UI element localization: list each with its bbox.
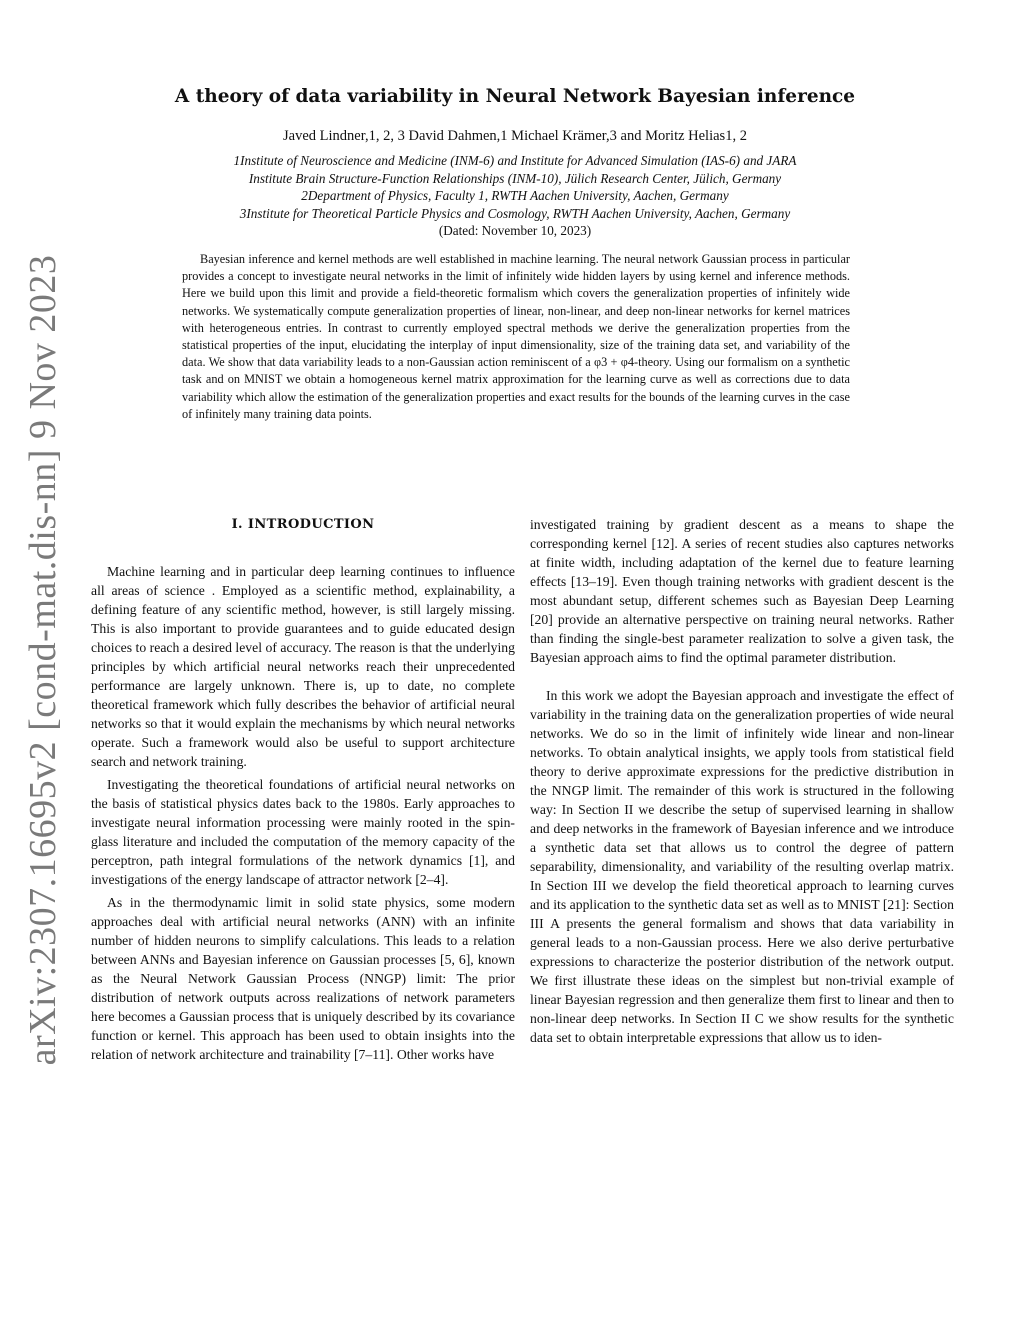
author-list: Javed Lindner,1, 2, 3 David Dahmen,1 Michael Krämer,3 and Moritz Helias1, 2 [283,128,747,144]
affiliation-line: 2Department of Physics, Faculty 1, RWTH Aachen University, Aachen, Germany [301,188,729,204]
arxiv-identifier-stamp [18,254,68,1066]
body-paragraph: Machine learning and in particular deep learning continues to influence all areas of science . Employed as a scientific method, explainability, a defining feature of any scientific method, however, is still largely missing. This is also important to provide guarantees and to guide educated design choices to reach a desired level of accuracy. The reason is that the underlying principles by which artificial neural networks reach their unprecedented performance are largely unknown. There is, up to date, no complete theoretical framework which fully describes the behavior of artificial neural networks so that it would explain the mechanisms by which neural networks operate. Such a framework would also be useful to support architecture search and network training. [91,564,515,769]
affiliation-line: Institute Brain Structure-Function Relationships (INM-10), Jülich Research Center, Jülich, Germany [248,170,782,186]
abstract: Bayesian inference and kernel methods are well established in machine learning. The neural network Gaussian process in particular provides a concept to investigate neural networks in the limit of infinitely wide hidden layers by using kernel and inference methods. Here we build upon this limit and provide a field-theoretic formalism which covers the generalization properties of infinitely wide networks. We systematically compute generalization properties of linear, non-linear, and deep non-linear networks for kernel matrices with heterogeneous entries. In contrast to currently employed spectral methods we derive the generalization properties from the statistical properties of the input, elucidating the interplay of input dimensionality, size of the training data set, and variability of the data. We show that data variability leads to a non-Gaussian action reminiscent of a φ3 + φ4-theory. Using our formalism on a synthetic task and on MNIST we obtain a homogeneous kernel matrix approximation for the learning curve as well as corrections due to data variability which allow the estimation of the generalization properties and exact results for the bounds of the learning curves in the case of infinitely many training data points. [182,252,850,421]
date-line: (Dated: November 10, 2023) [438,223,592,238]
body-paragraph: investigated training by gradient descent as a means to shape the corresponding kernel [12]. A series of recent studies also captures networks at finite width, including adaptation of the kernel due to feature learning effects [13–19]. Even though training networks with gradient descent is the most abundant setup, different schemes such as Bayesian Deep Learning [20] provide an alternative perspective on training neural networks. Rather than finding the single-best parameter realization to solve a given task, the Bayesian approach aims to find the optimal parameter distribution. [530,517,954,665]
arxiv-identifier-text: arXiv:2307.16695v2 [cond-mat.dis-nn] 9 Nov 2023 [22,254,64,1066]
paper-title: A theory of data variability in Neural Network Bayesian inference [174,86,856,107]
body-paragraph: In this work we adopt the Bayesian approach and investigate the effect of variability in the training data on the generalization properties of wide neural networks. We do so in the limit of infinitely wide linear and non-linear networks. To obtain analytical insights, we apply tools from statistical field theory to derive approximate expressions for the predictive distribution in the NNGP limit. The remainder of this work is structured in the following way: In Section II we describe the setup of supervised learning in shallow and deep networks in the framework of Bayesian inference and we introduce a synthetic data set that allows us to control the degree of pattern separability, dimensionality, and variability of the resulting overlap matrix. In Section III we develop the field theoretical approach to learning curves and its application to the synthetic data set as well as to MNIST [21]: Section III A presents the general formalism and shows that data variability in general leads to a non-Gaussian process. Here we also derive perturbative expressions to characterize the posterior distribution of the network output. We first illustrate these ideas on the simplest but non-trivial example of linear Bayesian regression and then generalize them first to linear and then to non-linear deep networks. In Section II C we show results for the synthetic data set to obtain interpretable expressions that allow us to iden- [530,688,954,1045]
affiliation-line: 1Institute of Neuroscience and Medicine (INM-6) and Institute for Advanced Simulation (IAS-6) and JARA [233,153,797,168]
body-paragraph: Investigating the theoretical foundations of artificial neural networks on the basis of statistical physics dates back to the 1980s. Early approaches to investigate neural information processing were mainly rooted in the spin-glass literature and included the computation of the memory capacity of the perceptron, path integral formulations of the network dynamics [1], and investigations of the energy landscape of attractor network [2–4]. [91,777,515,887]
affiliation-line: 3Institute for Theoretical Particle Physics and Cosmology, RWTH Aachen University, Aachen, Germany [239,205,791,221]
section-heading-introduction: I. INTRODUCTION [231,517,375,532]
body-paragraph: As in the thermodynamic limit in solid state physics, some modern approaches deal with artificial neural networks (ANN) with an infinite number of hidden neurons to simplify calculations. This leads to a relation between ANNs and Bayesian inference on Gaussian processes [5, 6], known as the Neural Network Gaussian Process (NNGP) limit: The prior distribution of network outputs across realizations of network parameters here becomes a Gaussian process that is uniquely described by its covariance function or kernel. This approach has been used to obtain insights into the relation of network architecture and trainability [7–11]. Other works have [91,895,515,1062]
affiliations [120,152,910,222]
right-column [530,515,954,1047]
left-column [91,515,515,1064]
